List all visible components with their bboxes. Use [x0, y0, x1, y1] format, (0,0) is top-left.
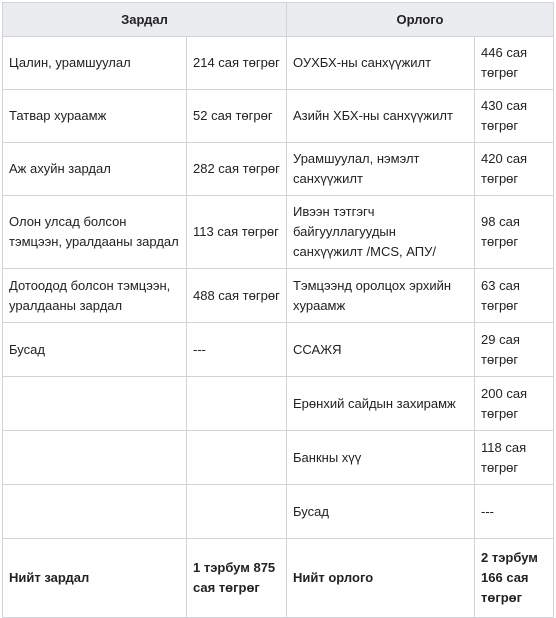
total-revenue-amount: 2 тэрбум 166 сая төгрөг: [475, 539, 554, 618]
revenue-item: Урамшуулал, нэмэлт санхүүжилт: [287, 143, 475, 196]
expense-item: [3, 377, 187, 431]
expense-amount: [187, 377, 287, 431]
revenue-amount: 430 сая төгрөг: [475, 90, 554, 143]
expense-amount: [187, 485, 287, 539]
expense-item: Цалин, урамшуулал: [3, 37, 187, 90]
revenue-amount: 420 сая төгрөг: [475, 143, 554, 196]
table-row: [3, 269, 554, 323]
table-row: [3, 196, 554, 269]
table-row: [3, 485, 554, 539]
expense-item: [3, 485, 187, 539]
revenue-amount: 118 сая төгрөг: [475, 431, 554, 485]
table-row: [3, 377, 554, 431]
expense-item: Бусад: [3, 323, 187, 377]
header-row: [3, 3, 554, 37]
expense-amount: 488 сая төгрөг: [187, 269, 287, 323]
revenue-item: Тэмцээнд оролцох эрхийн хураамж: [287, 269, 475, 323]
expense-amount: 113 сая төгрөг: [187, 196, 287, 269]
expense-item: Олон улсад болсон тэмцээн, уралдааны зардал: [3, 196, 187, 269]
revenue-item: Ивээн тэтгэгч байгууллагуудын санхүүжилт /MCS, АПУ/: [287, 196, 475, 269]
revenue-item: Азийн ХБХ-ны санхүүжилт: [287, 90, 475, 143]
table-row: [3, 90, 554, 143]
revenue-amount: ---: [475, 485, 554, 539]
expense-amount: 214 сая төгрөг: [187, 37, 287, 90]
table-row: [3, 143, 554, 196]
expense-header: Зардал: [3, 3, 287, 37]
expense-amount: [187, 431, 287, 485]
revenue-amount: 98 сая төгрөг: [475, 196, 554, 269]
revenue-item: Банкны хүү: [287, 431, 475, 485]
expense-amount: ---: [187, 323, 287, 377]
expense-item: [3, 431, 187, 485]
expense-item: Татвар хураамж: [3, 90, 187, 143]
expense-amount: 52 сая төгрөг: [187, 90, 287, 143]
revenue-header: Орлого: [287, 3, 554, 37]
total-expense-amount: 1 тэрбум 875 сая төгрөг: [187, 539, 287, 618]
total-revenue-label: Нийт орлого: [287, 539, 475, 618]
revenue-amount: 200 сая төгрөг: [475, 377, 554, 431]
table-row: [3, 431, 554, 485]
revenue-item: ОУХБХ-ны санхүүжилт: [287, 37, 475, 90]
revenue-amount: 63 сая төгрөг: [475, 269, 554, 323]
finance-table: [2, 2, 554, 618]
revenue-amount: 29 сая төгрөг: [475, 323, 554, 377]
table-row: [3, 37, 554, 90]
expense-item: Дотоодод болсон тэмцээн, уралдааны зардал: [3, 269, 187, 323]
revenue-item: Бусад: [287, 485, 475, 539]
table-row: [3, 323, 554, 377]
totals-row: [3, 539, 554, 618]
expense-item: Аж ахуйн зардал: [3, 143, 187, 196]
revenue-item: ССАЖЯ: [287, 323, 475, 377]
revenue-item: Ерөнхий сайдын захирамж: [287, 377, 475, 431]
total-expense-label: Нийт зардал: [3, 539, 187, 618]
expense-amount: 282 сая төгрөг: [187, 143, 287, 196]
revenue-amount: 446 сая төгрөг: [475, 37, 554, 90]
